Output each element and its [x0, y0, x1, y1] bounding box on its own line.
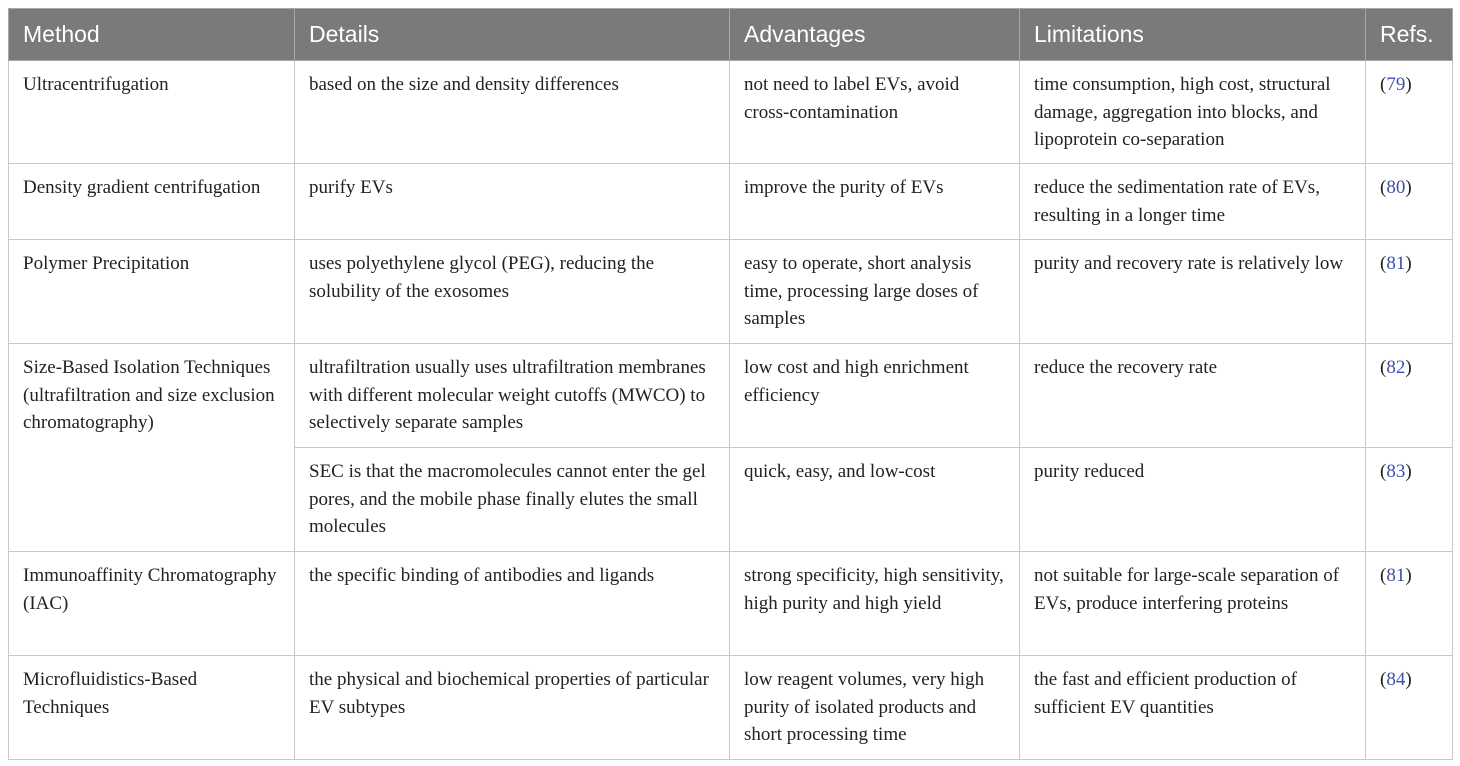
header-details: Details	[295, 9, 730, 61]
details-cell: based on the size and density differences	[295, 61, 730, 164]
refs-cell: (84)	[1366, 656, 1453, 760]
limitations-cell: not suitable for large-scale separation of EVs, produce interfering proteins	[1020, 552, 1366, 656]
method-cell: Ultracentrifugation	[9, 61, 295, 164]
limitations-cell: purity and recovery rate is relatively low	[1020, 240, 1366, 344]
ref-link[interactable]: 84	[1386, 669, 1406, 690]
ref-link[interactable]: 81	[1386, 253, 1406, 274]
limitations-cell: the fast and efficient production of sufficient EV quantities	[1020, 656, 1366, 760]
header-refs: Refs.	[1366, 9, 1453, 61]
refs-cell: (79)	[1366, 61, 1453, 164]
method-cell: Microfluidistics-Based Techniques	[9, 656, 295, 760]
table-row	[9, 344, 1453, 448]
refs-cell: (83)	[1366, 448, 1453, 552]
details-cell: the specific binding of antibodies and ligands	[295, 552, 730, 656]
advantages-cell: strong specificity, high sensitivity, high purity and high yield	[730, 552, 1020, 656]
advantages-cell: low cost and high enrichment efficiency	[730, 344, 1020, 448]
table-row	[9, 61, 1453, 164]
methods-table	[8, 8, 1453, 760]
header-row	[9, 9, 1453, 61]
ref-link[interactable]: 80	[1386, 177, 1406, 198]
refs-cell: (81)	[1366, 240, 1453, 344]
refs-cell: (81)	[1366, 552, 1453, 656]
limitations-cell: reduce the sedimentation rate of EVs, resulting in a longer time	[1020, 164, 1366, 240]
details-cell: purify EVs	[295, 164, 730, 240]
limitations-cell: purity reduced	[1020, 448, 1366, 552]
advantages-cell: low reagent volumes, very high purity of isolated products and short processing time	[730, 656, 1020, 760]
ref-link[interactable]: 79	[1386, 74, 1406, 95]
limitations-cell: time consumption, high cost, structural damage, aggregation into blocks, and lipoprotein co-separation	[1020, 61, 1366, 164]
table-row	[9, 240, 1453, 344]
details-cell: ultrafiltration usually uses ultrafiltration membranes with different molecular weight cutoffs (MWCO) to selectively separate samples	[295, 344, 730, 448]
refs-cell: (80)	[1366, 164, 1453, 240]
advantages-cell: quick, easy, and low-cost	[730, 448, 1020, 552]
ref-link[interactable]: 82	[1386, 357, 1406, 378]
header-method: Method	[9, 9, 295, 61]
ref-link[interactable]: 83	[1386, 461, 1406, 482]
method-cell: Polymer Precipitation	[9, 240, 295, 344]
method-cell: Immunoaffinity Chromatography (IAC)	[9, 552, 295, 656]
header-advantages: Advantages	[730, 9, 1020, 61]
header-limitations: Limitations	[1020, 9, 1366, 61]
refs-cell: (82)	[1366, 344, 1453, 448]
advantages-cell: not need to label EVs, avoid cross-contamination	[730, 61, 1020, 164]
method-cell: Density gradient centrifugation	[9, 164, 295, 240]
table-row	[9, 164, 1453, 240]
table-row	[9, 656, 1453, 760]
ref-link[interactable]: 81	[1386, 565, 1406, 586]
method-cell: Size-Based Isolation Techniques (ultrafiltration and size exclusion chromatography)	[9, 344, 295, 552]
table-row	[9, 552, 1453, 656]
details-cell: SEC is that the macromolecules cannot enter the gel pores, and the mobile phase finally elutes the small molecules	[295, 448, 730, 552]
advantages-cell: improve the purity of EVs	[730, 164, 1020, 240]
limitations-cell: reduce the recovery rate	[1020, 344, 1366, 448]
details-cell: the physical and biochemical properties of particular EV subtypes	[295, 656, 730, 760]
details-cell: uses polyethylene glycol (PEG), reducing the solubility of the exosomes	[295, 240, 730, 344]
advantages-cell: easy to operate, short analysis time, processing large doses of samples	[730, 240, 1020, 344]
